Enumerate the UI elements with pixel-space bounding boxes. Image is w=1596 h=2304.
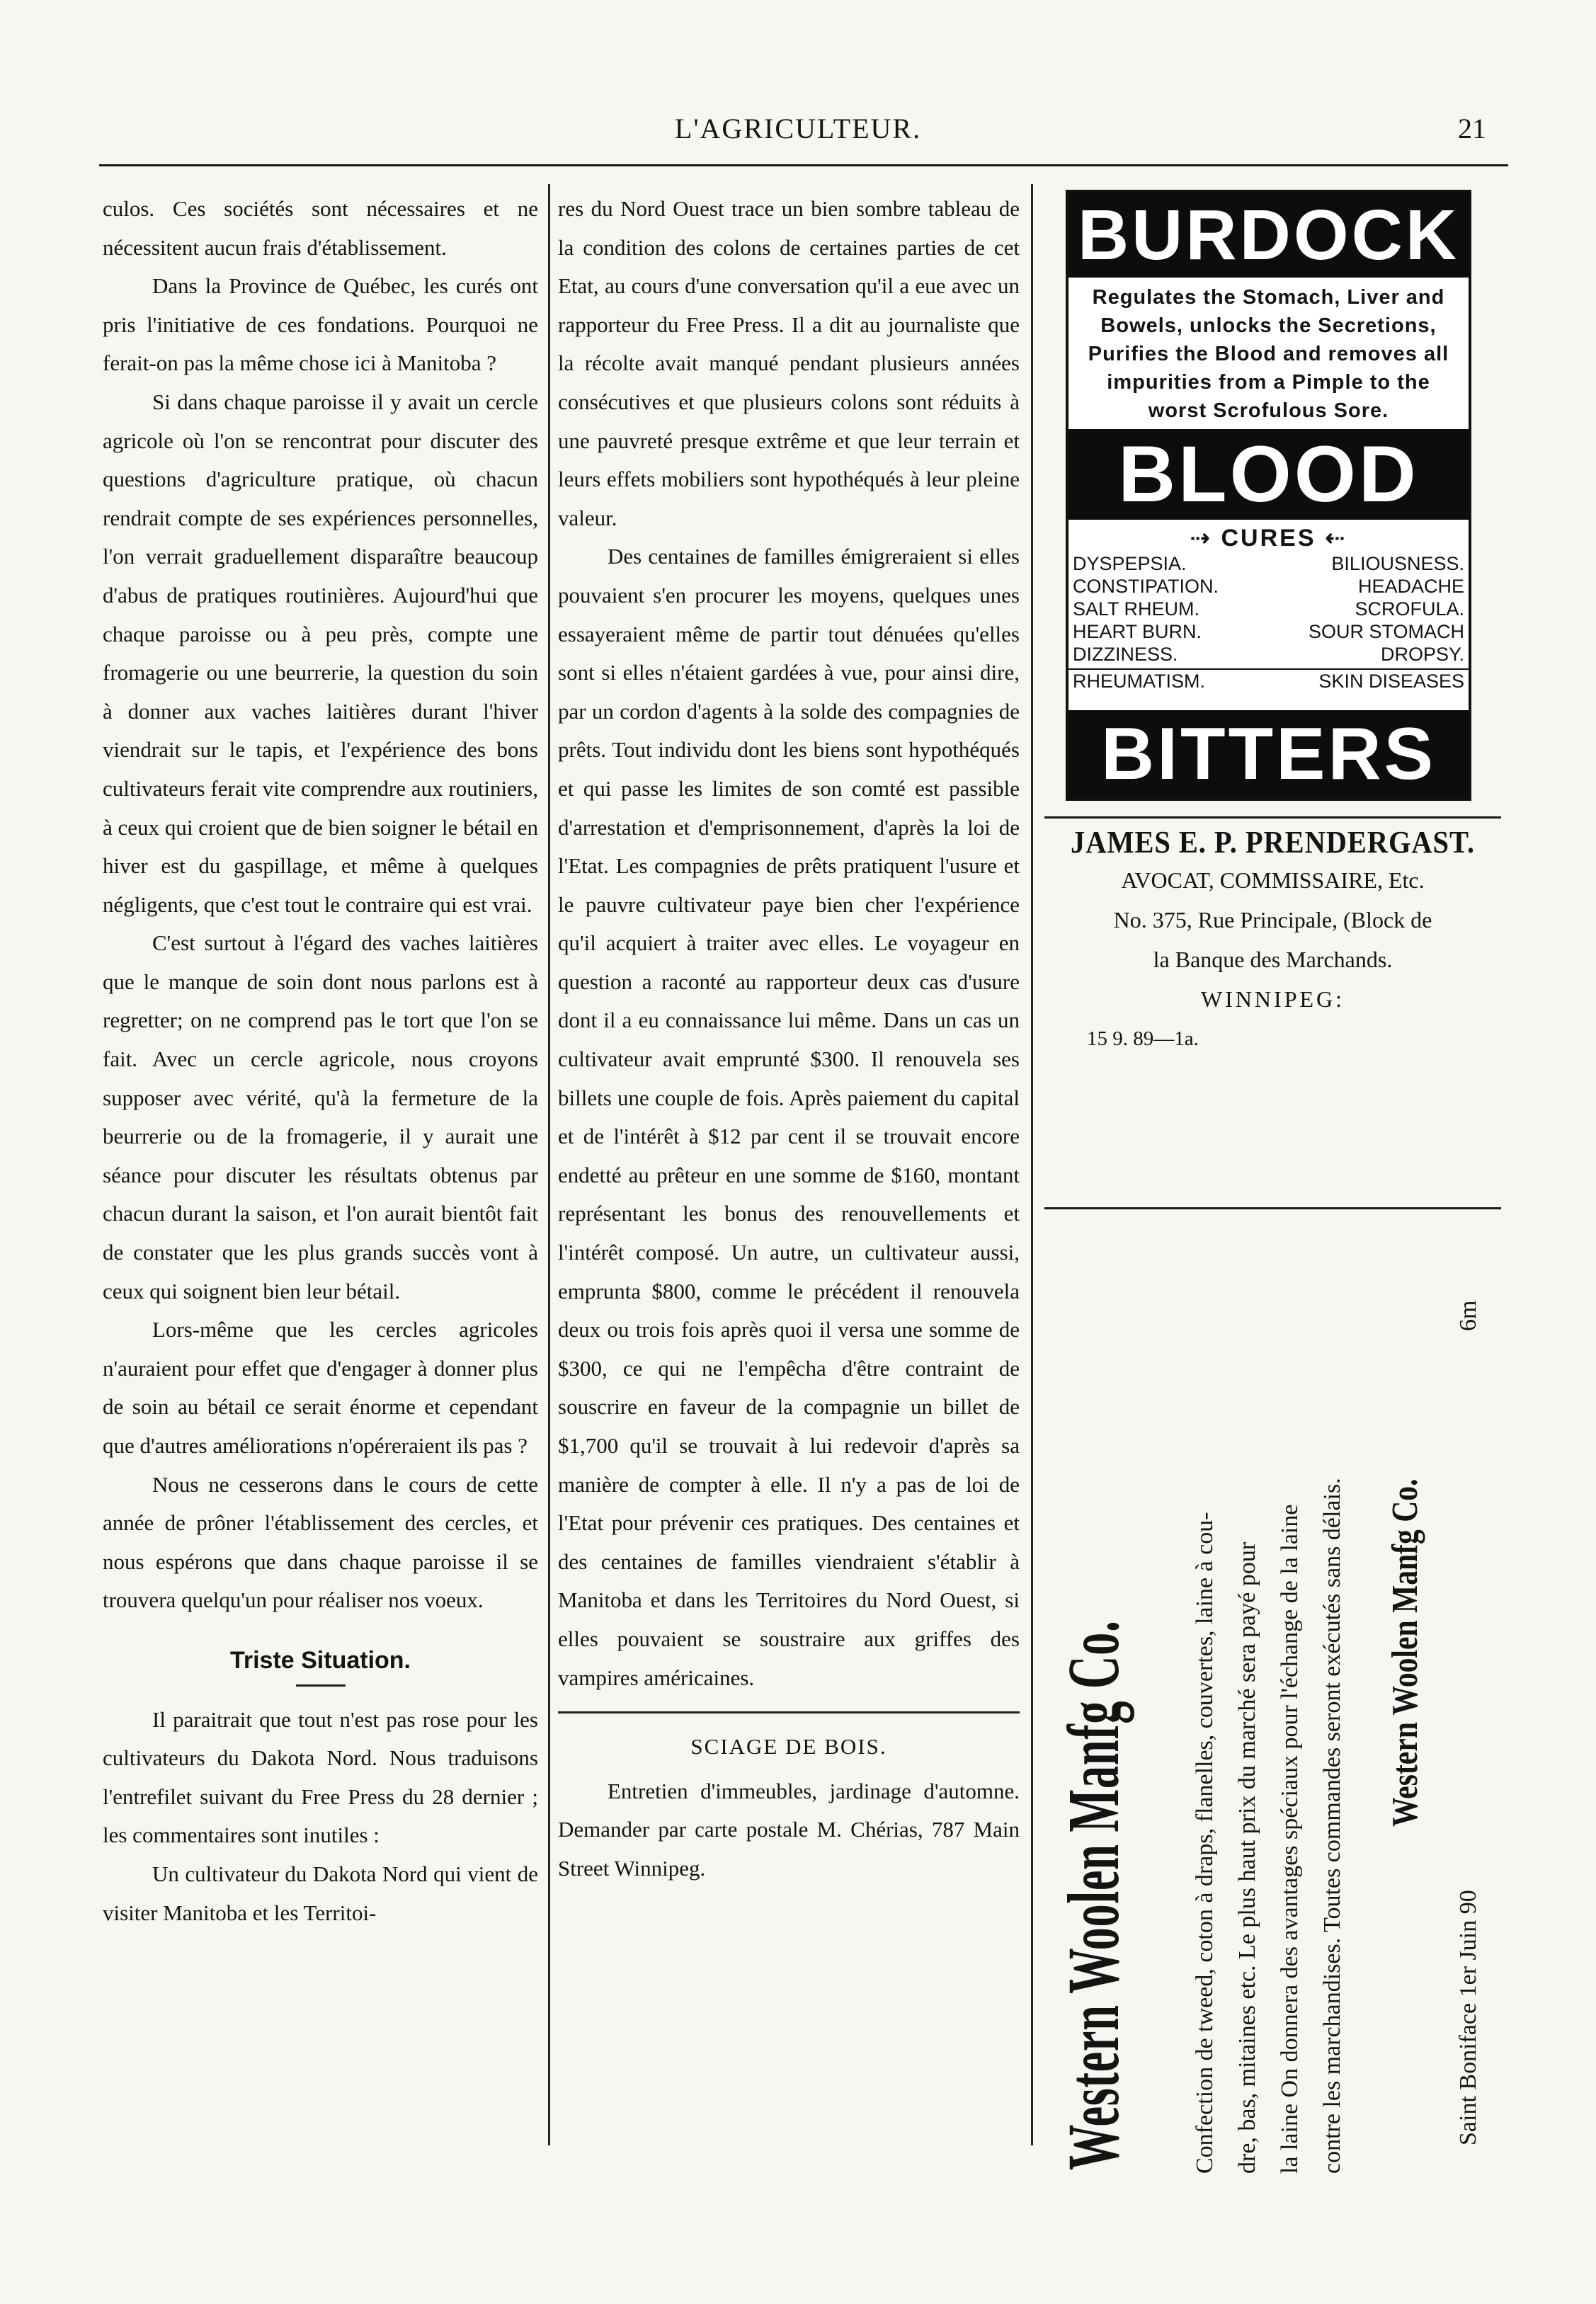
- cure-row: RHEUMATISM. SKIN DISEASES: [1068, 668, 1469, 692]
- section-heading: Triste Situation.: [229, 1646, 411, 1674]
- column-separator: [548, 184, 550, 2145]
- cure-row: HEART BURN. SOUR STOMACH: [1073, 621, 1464, 642]
- header-rule: [99, 164, 1508, 166]
- western-small-title: Western Woolen Manfg Co.: [1385, 1478, 1425, 1827]
- column-2: [558, 190, 1020, 1888]
- page-number: 21: [1458, 113, 1486, 144]
- cure-row: SALT RHEUM. SCROFULA.: [1073, 598, 1464, 620]
- western-body-line: contre les marchandises. Toutes commandes seront exécutés sans délais.: [1319, 1478, 1345, 2174]
- advertisement-column: [1044, 190, 1501, 1059]
- notice-text: Entretien d'immeubles, jardinage d'automne. Demander par carte postale M. Chérias, 787 Main Street Winnipeg.: [558, 1778, 1020, 1881]
- paragraph: Dans la Province de Québec, les curés ont pris l'initiative de ces fondations. Pourquoi ne ferait-on pas la même chose ici à Manitoba ?: [103, 273, 538, 376]
- column-1: [103, 190, 538, 1932]
- section-divider: [558, 1711, 1020, 1713]
- ad-cures-title: ⇢ CURES ⇠: [1190, 525, 1347, 552]
- paragraph: C'est surtout à l'égard des vaches laitières que le manque de soin dont nous parlons est à regretter; on ne comprend pas le tort que l'on se fait. Avec un cercle agricole, nous croyons supposer avec vérité, qu'à la fermeture de la beurrerie ou de la fromagerie, il y aurait une séance pour discuter les résultats obtenus par chacun durant la saison, et l'on aurait bientôt fait de constater que les plus grands succès vont à ceux qui soignent bien leur bétail.: [103, 930, 538, 1304]
- prendergast-profession: AVOCAT, COMMISSAIRE, Etc.: [1121, 867, 1425, 893]
- prendergast-address: la Banque des Marchands.: [1153, 947, 1393, 972]
- western-footer: Saint Boniface 1er Juin 90: [1455, 1890, 1481, 2145]
- cure-row: DYSPEPSIA. BILIOUSNESS.: [1073, 553, 1464, 574]
- western-title: Western Woolen Manfg Co.: [1053, 1620, 1134, 2170]
- cure-row: DIZZINESS. DROPSY.: [1073, 644, 1464, 665]
- page-title: L'AGRICULTEUR.: [674, 113, 922, 144]
- paragraph: Nous ne cesserons dans le cours de cette année de prôner l'établissement des cercles, et nous espérons que dans chaque paroisse il se trouvera quelqu'un pour réaliser nos voeux.: [103, 1471, 538, 1613]
- paragraph: Lors-même que les cercles agricoles n'auraient pour effet que d'engager à donner plus de soin au bétail ce serait énorme et cependant que d'autres améliorations n'opéreraient ils pas ?: [103, 1317, 538, 1458]
- notice-heading: SCIAGE DE BOIS.: [690, 1734, 887, 1760]
- cure-row: CONSTIPATION. HEADACHE: [1073, 576, 1464, 597]
- western-body-line: la laine On donnera des avantages spéciaux pour l'échange de la laine: [1277, 1504, 1303, 2174]
- western-ref: 6m: [1455, 1300, 1481, 1331]
- ad-word-blood: BLOOD: [1068, 429, 1469, 520]
- paragraph: culos. Ces sociétés sont nécessaires et ne nécessitent aucun frais d'établissement.: [103, 196, 538, 260]
- western-body-line: Confection de tweed, coton à draps, flanelles, couvertes, laine à cou-: [1192, 1512, 1218, 2174]
- paragraph: Des centaines de familles émigreraient si elles pouvaient s'en procurer les moyens, quelques unes essayeraient même de partir tout dénuées qu'elles sont si elles n'étaient gardées à vue, pour ainsi dire, par un cordon d'agents à la solde des compagnies de prêts. Tout individu dont les biens sont hypothéqués et qui passe les limites de son comté est passible d'arrestation et d'emprisonnement, d'après la loi de l'Etat. Les compagnies de prêts pratiquent l'usure et le pauvre cultivateur paye bien cher l'expérience qu'il acquiert à traiter avec elles. Le voyageur en question a raconté au rapporteur deux cas d'usure dont il a eu connaissance lui même. Dans un cas un cultivateur avait emprunté $300. Il renouvela ses billets une couple de fois. Après paiement du capital et de l'intérêt à $12 par cent il se trouvait encore endetté au prêteur en une somme de $160, montant représentant les bonus des renouvellements et l'intérêt composé. Un autre, un cultivateur aussi, emprunta $800, comme le précédent il renouvela deux ou trois fois après quoi il versa une somme de $300, ce qui ne l'empêcha d'être contraint de souscrire en faveur de la compagnie un billet de $1,700 qu'il se trouvait à lui redevoir d'après sa manière de compter à elle. Il n'y a pas de loi de l'Etat pour prévenir ces pratiques. Des centaines et des centaines de familles viendraient s'établir à Manitoba et dans les Territoires du Nord Ouest, si elles pouvaient se soustraire aux griffes des vampires américaines.: [558, 544, 1020, 1690]
- paragraph: Un cultivateur du Dakota Nord qui vient de visiter Manitoba et les Territoi-: [103, 1861, 538, 1925]
- heading-divider: [296, 1684, 346, 1687]
- ad-word-bitters: BITTERS: [1068, 710, 1469, 798]
- burdock-bitters-ad: [1066, 190, 1471, 801]
- western-body-line: dre, bas, mitaines etc. Le plus haut prix du marché sera payé pour: [1234, 1541, 1260, 2174]
- paragraph: Il paraitrait que tout n'est pas rose pour les cultivateurs du Dakota Nord. Nous traduisons l'entrefilet suivant du Free Press du 28 dernier ; les commentaires sont inutiles :: [103, 1706, 538, 1848]
- paragraph: res du Nord Ouest trace un bien sombre tableau de la condition des colons de certaines parties de cet Etat, au cours d'une conversation qu'il a eue avec un rapporteur du Free Press. Il a dit au journaliste que la récolte avait manqué pendant plusieurs années consécutives et que plusieurs colons sont réduits à une pauvreté presque extrême et que leur terrain et leurs effets mobiliers sont hypothéqués à leur pleine valeur.: [558, 196, 1020, 530]
- prendergast-address: No. 375, Rue Principale, (Block de: [1113, 907, 1432, 933]
- western-woolen-ad: [1044, 1204, 1501, 2188]
- ad-divider: [1044, 816, 1501, 819]
- prendergast-name: JAMES E. P. PRENDERGAST.: [1071, 825, 1475, 860]
- column-separator: [1031, 184, 1033, 2145]
- paragraph: Si dans chaque paroisse il y avait un cercle agricole où l'on se rencontrat pour discuter des questions d'agriculture pratique, où chacun rendrait compte de ses expériences personnelles, l'on verrait graduellement disparaître beaucoup d'abus de pratiques routinières. Aujourd'hui que chaque paroisse ou à peu près, compte une fromagerie ou une beurrerie, la question du soin à donner aux vaches laitières durant l'hiver viendrait sur le tapis, et l'expérience des bons cultivateurs ferait vite comprendre aux routiniers, à ceux qui croient que de bien soigner le bétail en hiver est du gaspillage, et même à quelques négligents, que c'est tout le contraire qui est vrai.: [103, 389, 538, 917]
- ad-word-burdock: BURDOCK: [1068, 193, 1469, 278]
- prendergast-ref: 15 9. 89—1a.: [1087, 1027, 1199, 1050]
- prendergast-city: WINNIPEG:: [1200, 986, 1345, 1012]
- ad-regulates-text: Regulates the Stomach, Liver and Bowels, unlocks the Secretions, Purifies the Blood and removes all impurities from a Pimple to the worst Scrofulous Sore.: [1088, 286, 1449, 422]
